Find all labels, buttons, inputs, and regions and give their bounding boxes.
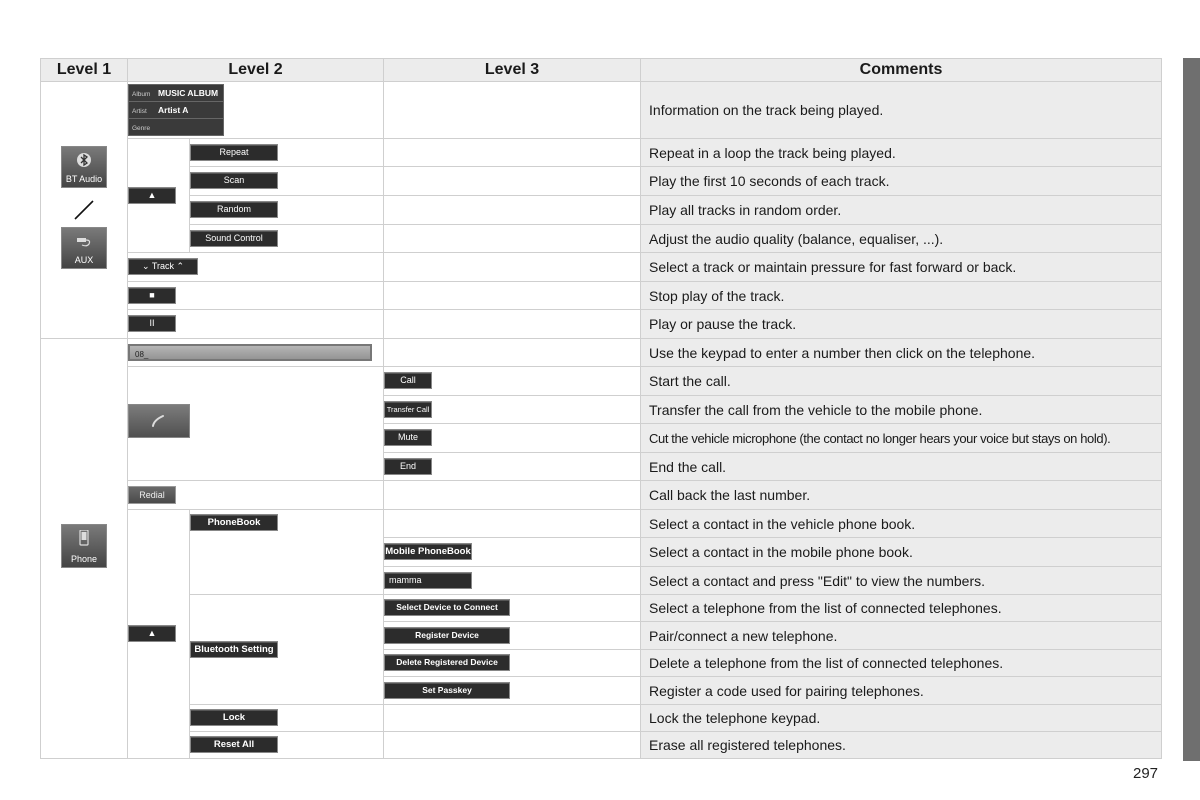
register-device-button[interactable]: Register Device <box>384 627 510 644</box>
table-row <box>41 253 1162 282</box>
chevron-down-icon: ⌄ <box>141 261 152 272</box>
handset-button[interactable] <box>128 404 190 438</box>
level3-empty <box>384 82 641 139</box>
table-row <box>41 310 1162 339</box>
random-button[interactable]: Random <box>190 201 278 218</box>
lock-cell <box>190 705 384 732</box>
comment-stop: Stop play of the track. <box>641 282 1162 310</box>
comment-pause: Play or pause the track. <box>641 310 1162 339</box>
header-level-2: Level 2 <box>128 59 384 82</box>
chapter-edge-tab <box>1183 58 1200 761</box>
comment-delete-device: Delete a telephone from the list of connected telephones. <box>641 650 1162 677</box>
comment-mute: Cut the vehicle microphone (the contact no longer hears your voice but stays on hold). <box>641 424 1162 453</box>
bluetooth-setting-button[interactable]: Bluetooth Setting <box>190 641 278 658</box>
mobile-phonebook-button[interactable]: Mobile PhoneBook <box>384 543 472 560</box>
table-row <box>41 481 1162 510</box>
phonebook-cell <box>190 510 384 595</box>
mamma-cell <box>384 567 641 595</box>
genre-row: Genre <box>132 125 151 132</box>
scan-cell <box>190 167 384 196</box>
level1-audio-cell <box>41 82 128 339</box>
call-button[interactable]: Call <box>384 372 432 389</box>
level3-empty <box>384 282 641 310</box>
select-device-cell <box>384 595 641 622</box>
comment-transfer: Transfer the call from the vehicle to the mobile phone. <box>641 396 1162 424</box>
mute-button[interactable]: Mute <box>384 429 432 446</box>
comment-scan: Play the first 10 seconds of each track. <box>641 167 1162 196</box>
table-row <box>41 510 1162 538</box>
scan-button[interactable]: Scan <box>190 172 278 189</box>
table-row <box>41 732 1162 759</box>
bluetooth-icon <box>76 152 92 168</box>
comment-select-device: Select a telephone from the list of connected telephones. <box>641 595 1162 622</box>
audio-up-cell <box>128 139 190 253</box>
transfer-call-button[interactable]: Transfer Call <box>384 401 432 418</box>
level3-empty <box>384 510 641 538</box>
table-header-row <box>41 59 1162 82</box>
comment-info: Information on the track being played. <box>641 82 1162 139</box>
level3-empty <box>384 705 641 732</box>
sound-control-cell <box>190 225 384 253</box>
comment-keypad: Use the keypad to enter a number then click on the telephone. <box>641 339 1162 367</box>
end-cell <box>384 453 641 481</box>
delete-device-cell <box>384 650 641 677</box>
level3-empty <box>384 310 641 339</box>
number-entry-cell <box>128 339 384 367</box>
set-passkey-cell <box>384 677 641 705</box>
comment-repeat: Repeat in a loop the track being played. <box>641 139 1162 167</box>
comment-reset-all: Erase all registered telephones. <box>641 732 1162 759</box>
table-row <box>41 196 1162 225</box>
album-row: Album MUSIC ALBUM <box>129 85 223 102</box>
header-comments: Comments <box>641 59 1162 82</box>
comment-register-device: Pair/connect a new telephone. <box>641 622 1162 650</box>
aux-cable-icon <box>76 233 92 249</box>
repeat-cell <box>190 139 384 167</box>
call-cell <box>384 367 641 396</box>
header-level-1: Level 1 <box>41 59 128 82</box>
level3-empty <box>384 196 641 225</box>
comment-lock: Lock the telephone keypad. <box>641 705 1162 732</box>
phone-label: Phone <box>70 554 98 564</box>
level3-empty <box>384 253 641 282</box>
bluetooth-setting-cell <box>190 595 384 705</box>
redial-cell <box>128 481 384 510</box>
comment-phonebook: Select a contact in the vehicle phone book. <box>641 510 1162 538</box>
aux-label: AUX <box>74 255 94 265</box>
slash-separator <box>73 199 95 221</box>
table-row <box>41 595 1162 622</box>
set-passkey-button[interactable]: Set Passkey <box>384 682 510 699</box>
random-cell <box>190 196 384 225</box>
menu-table <box>40 58 1162 759</box>
level3-empty <box>384 339 641 367</box>
bt-audio-tile[interactable] <box>61 146 107 188</box>
mute-cell <box>384 424 641 453</box>
aux-tile[interactable] <box>61 227 107 269</box>
chevron-up-icon: ⌃ <box>174 261 185 272</box>
number-entry-field[interactable]: 08_ <box>128 344 372 361</box>
bt-audio-label: BT Audio <box>65 174 103 184</box>
reset-all-button[interactable]: Reset All <box>190 736 278 753</box>
track-label: Track <box>151 261 174 272</box>
end-button[interactable]: End <box>384 458 432 475</box>
album-info-panel <box>128 84 224 136</box>
table-row <box>41 167 1162 196</box>
mobile-phone-icon <box>76 530 92 546</box>
stop-cell <box>128 282 384 310</box>
lock-button[interactable]: Lock <box>190 709 278 726</box>
comment-end: End the call. <box>641 453 1162 481</box>
select-device-button[interactable]: Select Device to Connect <box>384 599 510 616</box>
telephone-handset-icon <box>151 413 167 429</box>
contact-mamma-item[interactable]: mamma <box>384 572 472 589</box>
delete-device-button[interactable]: Delete Registered Device <box>384 654 510 671</box>
comment-sound: Adjust the audio quality (balance, equaliser, ...). <box>641 225 1162 253</box>
phone-tile[interactable] <box>61 524 107 568</box>
table-row <box>41 705 1162 732</box>
comment-random: Play all tracks in random order. <box>641 196 1162 225</box>
header-level-3: Level 3 <box>384 59 641 82</box>
page-number: 297 <box>1133 765 1159 782</box>
mobile-phonebook-cell <box>384 538 641 567</box>
handset-cell <box>128 367 384 481</box>
table-row <box>41 367 1162 396</box>
reset-all-cell <box>190 732 384 759</box>
pause-cell <box>128 310 384 339</box>
redial-button[interactable]: Redial <box>128 486 176 504</box>
table-row <box>41 82 1162 139</box>
album-info-cell <box>128 82 384 139</box>
level3-empty <box>384 167 641 196</box>
phone-up-cell <box>128 510 190 759</box>
level3-empty <box>384 225 641 253</box>
level3-empty <box>384 139 641 167</box>
stop-button[interactable]: ■ <box>128 287 176 304</box>
track-button[interactable] <box>128 258 198 275</box>
comment-track: Select a track or maintain pressure for fast forward or back. <box>641 253 1162 282</box>
level1-phone-cell <box>41 339 128 759</box>
track-cell <box>128 253 384 282</box>
comment-mamma: Select a contact and press "Edit" to view the numbers. <box>641 567 1162 595</box>
table-row <box>41 282 1162 310</box>
comment-call: Start the call. <box>641 367 1162 396</box>
level3-empty <box>384 732 641 759</box>
comment-set-passkey: Register a code used for pairing telephones. <box>641 677 1162 705</box>
artist-row: Artist Artist A <box>129 102 223 119</box>
register-device-cell <box>384 622 641 650</box>
phonebook-button[interactable]: PhoneBook <box>190 514 278 531</box>
table-row <box>41 225 1162 253</box>
comment-mobile-phonebook: Select a contact in the mobile phone book. <box>641 538 1162 567</box>
level3-empty <box>384 481 641 510</box>
transfer-call-cell <box>384 396 641 424</box>
pause-button[interactable]: II <box>128 315 176 332</box>
sound-control-button[interactable]: Sound Control <box>190 230 278 247</box>
table-row <box>41 339 1162 367</box>
table-row <box>41 139 1162 167</box>
up-arrow-button[interactable]: ▲ <box>128 187 176 204</box>
comment-redial: Call back the last number. <box>641 481 1162 510</box>
repeat-button[interactable]: Repeat <box>190 144 278 161</box>
up-arrow-button[interactable]: ▲ <box>128 625 176 642</box>
